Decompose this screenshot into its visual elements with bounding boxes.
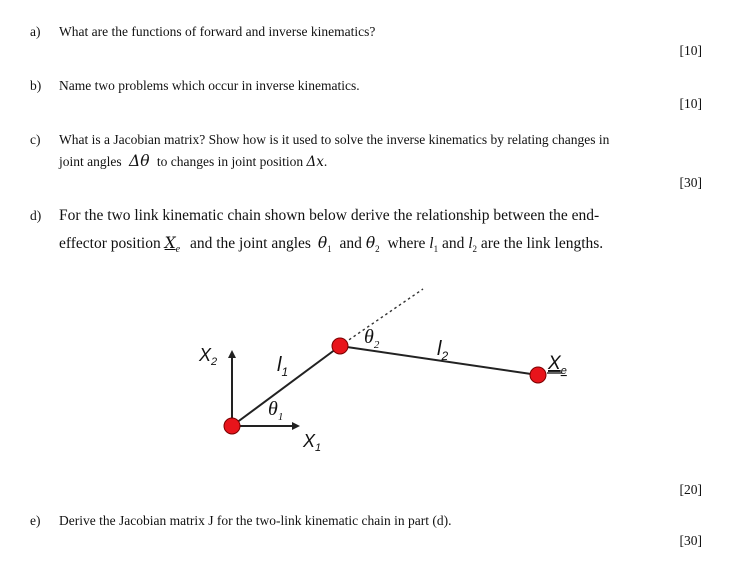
where-word: where	[387, 235, 426, 252]
l2-subscript: 2	[472, 244, 478, 255]
delta-theta-symbol: Δθ	[129, 152, 150, 170]
question-c-line2-mid: to changes in joint position	[156, 154, 304, 169]
end-effector-joint	[530, 367, 546, 383]
x1-axis-label	[302, 431, 321, 454]
xe-letter: X	[548, 353, 561, 374]
xe-subscript: e	[175, 244, 181, 256]
question-b-marks: [10]	[679, 96, 702, 111]
theta2-label	[364, 326, 380, 351]
question-a-label: a)	[30, 24, 41, 39]
question-d-line2-mid1: and the joint angles	[189, 235, 311, 252]
theta1-subscript: 1	[327, 244, 332, 255]
theta2-symbol: θ	[365, 234, 376, 252]
theta1-letter: θ	[268, 398, 278, 420]
question-e-label: e)	[30, 513, 41, 528]
theta1-label	[268, 398, 283, 423]
question-c-line1: What is a Jacobian matrix? Show how is it used to solve the inverse kinematics by relating changes in	[59, 132, 610, 147]
question-d-label: d)	[30, 208, 42, 223]
question-b-label: b)	[30, 78, 42, 93]
theta2-subscript: 2	[375, 244, 380, 255]
question-e-marks: [30]	[679, 533, 702, 548]
delta-x-symbol: Δx	[306, 154, 324, 170]
theta1-sub: 1	[277, 411, 284, 423]
l1-subscript: 1	[433, 244, 439, 255]
question-d-marks: [20]	[679, 482, 702, 497]
l1-letter: l	[277, 354, 282, 376]
and-word: and	[339, 235, 362, 252]
elbow-joint	[332, 338, 348, 354]
and-word-2: and	[441, 235, 465, 252]
l1-label	[277, 354, 288, 379]
x2-axis-label	[198, 345, 217, 368]
l1-symbol: l	[429, 235, 434, 252]
l2-symbol: l	[468, 235, 473, 252]
l2-letter: l	[437, 338, 442, 360]
theta2-sub: 2	[373, 339, 380, 351]
theta1-symbol: θ	[317, 234, 328, 252]
question-c-line2-end: .	[323, 154, 328, 169]
x1-axis-sub: 1	[315, 442, 322, 454]
l2-label	[437, 338, 448, 363]
x2-axis-letter: X	[199, 345, 212, 365]
question-c-marks: [30]	[679, 175, 702, 190]
question-d-line2-end: are the link lengths.	[480, 235, 604, 252]
link-1-extension-dotted	[340, 289, 423, 346]
question-b-text: Name two problems which occur in inverse kinematics.	[59, 78, 360, 93]
xe-symbol: X	[164, 234, 176, 252]
question-c-line2-pre: joint angles	[59, 154, 122, 169]
x1-axis-letter: X	[303, 431, 316, 451]
theta2-letter: θ	[364, 326, 374, 348]
question-a-text: What are the functions of forward and inverse kinematics?	[59, 24, 376, 39]
question-d-line2-pre: effector position	[59, 235, 161, 252]
x2-axis-sub: 2	[211, 356, 218, 368]
link-1	[232, 346, 340, 426]
question-e-text: Derive the Jacobian matrix J for the two-link kinematic chain in part (d).	[59, 513, 452, 528]
l1-sub: 1	[281, 365, 289, 379]
question-c-label: c)	[30, 132, 41, 147]
l2-sub: 2	[441, 349, 449, 363]
question-a-marks: [10]	[679, 43, 702, 58]
base-joint	[224, 418, 240, 434]
question-d-line1: For the two link kinematic chain shown below derive the relationship between the end-	[59, 207, 600, 224]
xe-sub: e	[560, 365, 567, 377]
